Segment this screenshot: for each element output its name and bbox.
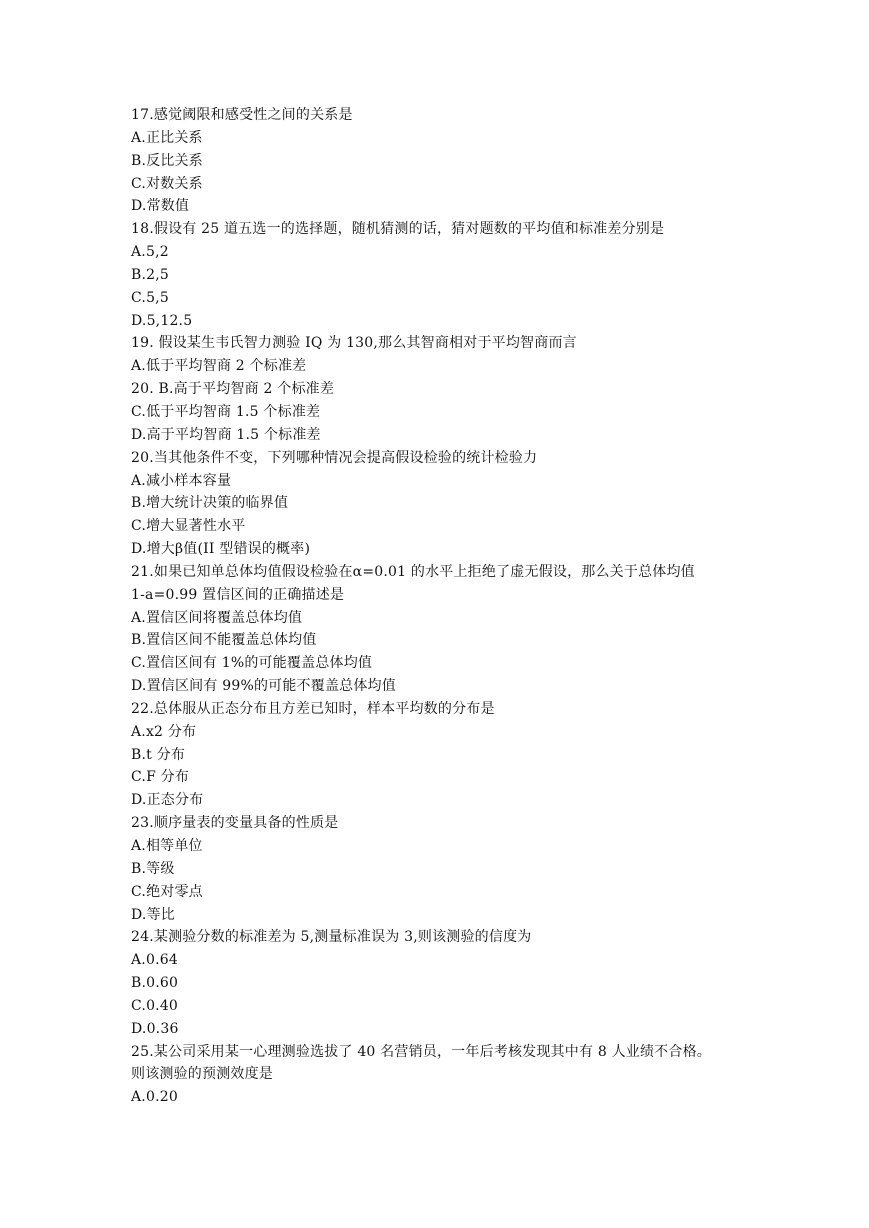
question-22-option-d: D.正态分布	[131, 792, 204, 809]
question-23-stem: 23.顺序量表的变量具备的性质是	[131, 815, 339, 832]
question-21-option-a: A.置信区间将覆盖总体均值	[131, 609, 303, 626]
question-23-option-c: C.绝对零点	[131, 883, 203, 900]
question-25-stem-line-2: 则该测验的预测效度是	[131, 1066, 273, 1083]
question-text-block	[131, 104, 751, 1109]
question-20-option-b: B.增大统计决策的临界值	[131, 495, 289, 512]
question-18-option-d: D.5,12.5	[131, 312, 193, 329]
question-22-option-b: B.t 分布	[131, 746, 186, 763]
question-19-option-b: 20. B.高于平均智商 2 个标准差	[131, 381, 335, 398]
question-24-option-c: C.0.40	[131, 997, 179, 1014]
question-21-option-d: D.置信区间有 99%的可能不覆盖总体均值	[131, 678, 396, 695]
question-22-option-c: C.F 分布	[131, 769, 190, 786]
question-22-stem: 22.总体服从正态分布且方差已知时，样本平均数的分布是	[131, 700, 495, 717]
question-21-option-b: B.置信区间不能覆盖总体均值	[131, 632, 317, 649]
question-19-stem: 19. 假设某生韦氏智力测验 IQ 为 130,那么其智商相对于平均智商而言	[131, 335, 577, 352]
question-24-stem: 24.某测验分数的标准差为 5,测量标准误为 3,则该测验的信度为	[131, 929, 532, 946]
question-20-stem: 20.当其他条件不变，下列哪种情况会提高假设检验的统计检验力	[131, 449, 538, 466]
question-23-option-d: D.等比	[131, 906, 175, 923]
question-24-option-a: A.0.64	[131, 952, 178, 969]
question-17-option-d: D.常数值	[131, 198, 190, 215]
question-17-stem: 17.感觉阈限和感受性之间的关系是	[131, 107, 353, 123]
question-19-option-a: A.低于平均智商 2 个标准差	[131, 358, 307, 375]
question-24-option-b: B.0.60	[131, 975, 179, 992]
question-17-option-b: B.反比关系	[131, 152, 203, 169]
question-20-option-d: D.增大β值(II 型错误的概率)	[131, 541, 311, 558]
question-23-option-b: B.等级	[131, 860, 175, 877]
question-19-option-c: C.低于平均智商 1.5 个标准差	[131, 403, 321, 420]
question-25-stem-line-1: 25.某公司采用某一心理测验选拔了 40 名营销员，一年后考核发现其中有 8 人业绩不合格。	[131, 1043, 711, 1060]
question-20-option-a: A.减小样本容量	[131, 472, 232, 489]
question-25-option-a: A.0.20	[131, 1089, 178, 1106]
question-20-option-c: C.增大显著性水平	[131, 518, 246, 535]
question-18-option-c: C.5,5	[131, 289, 169, 306]
question-18-stem: 18.假设有 25 道五选一的选择题，随机猜测的话，猜对题数的平均值和标准差分别是	[131, 221, 665, 238]
question-18-option-b: B.2,5	[131, 266, 170, 283]
question-17-option-c: C.对数关系	[131, 175, 203, 192]
question-19-option-d: D.高于平均智商 1.5 个标准差	[131, 426, 321, 443]
question-23-option-a: A.相等单位	[131, 838, 203, 854]
question-24-option-d: D.0.36	[131, 1020, 179, 1037]
question-17-option-a: A.正比关系	[131, 129, 203, 146]
question-21-option-c: C.置信区间有 1%的可能覆盖总体均值	[131, 655, 373, 672]
question-21-stem-line-2: 1-a=0.99 置信区间的正确描述是	[131, 586, 345, 603]
question-21-stem-line-1: 21.如果已知单总体均值假设检验在α=0.01 的水平上拒绝了虚无假设，那么关于总体均值	[131, 563, 695, 580]
question-18-option-a: A.5,2	[131, 244, 169, 261]
question-22-option-a: A.x2 分布	[131, 723, 197, 740]
